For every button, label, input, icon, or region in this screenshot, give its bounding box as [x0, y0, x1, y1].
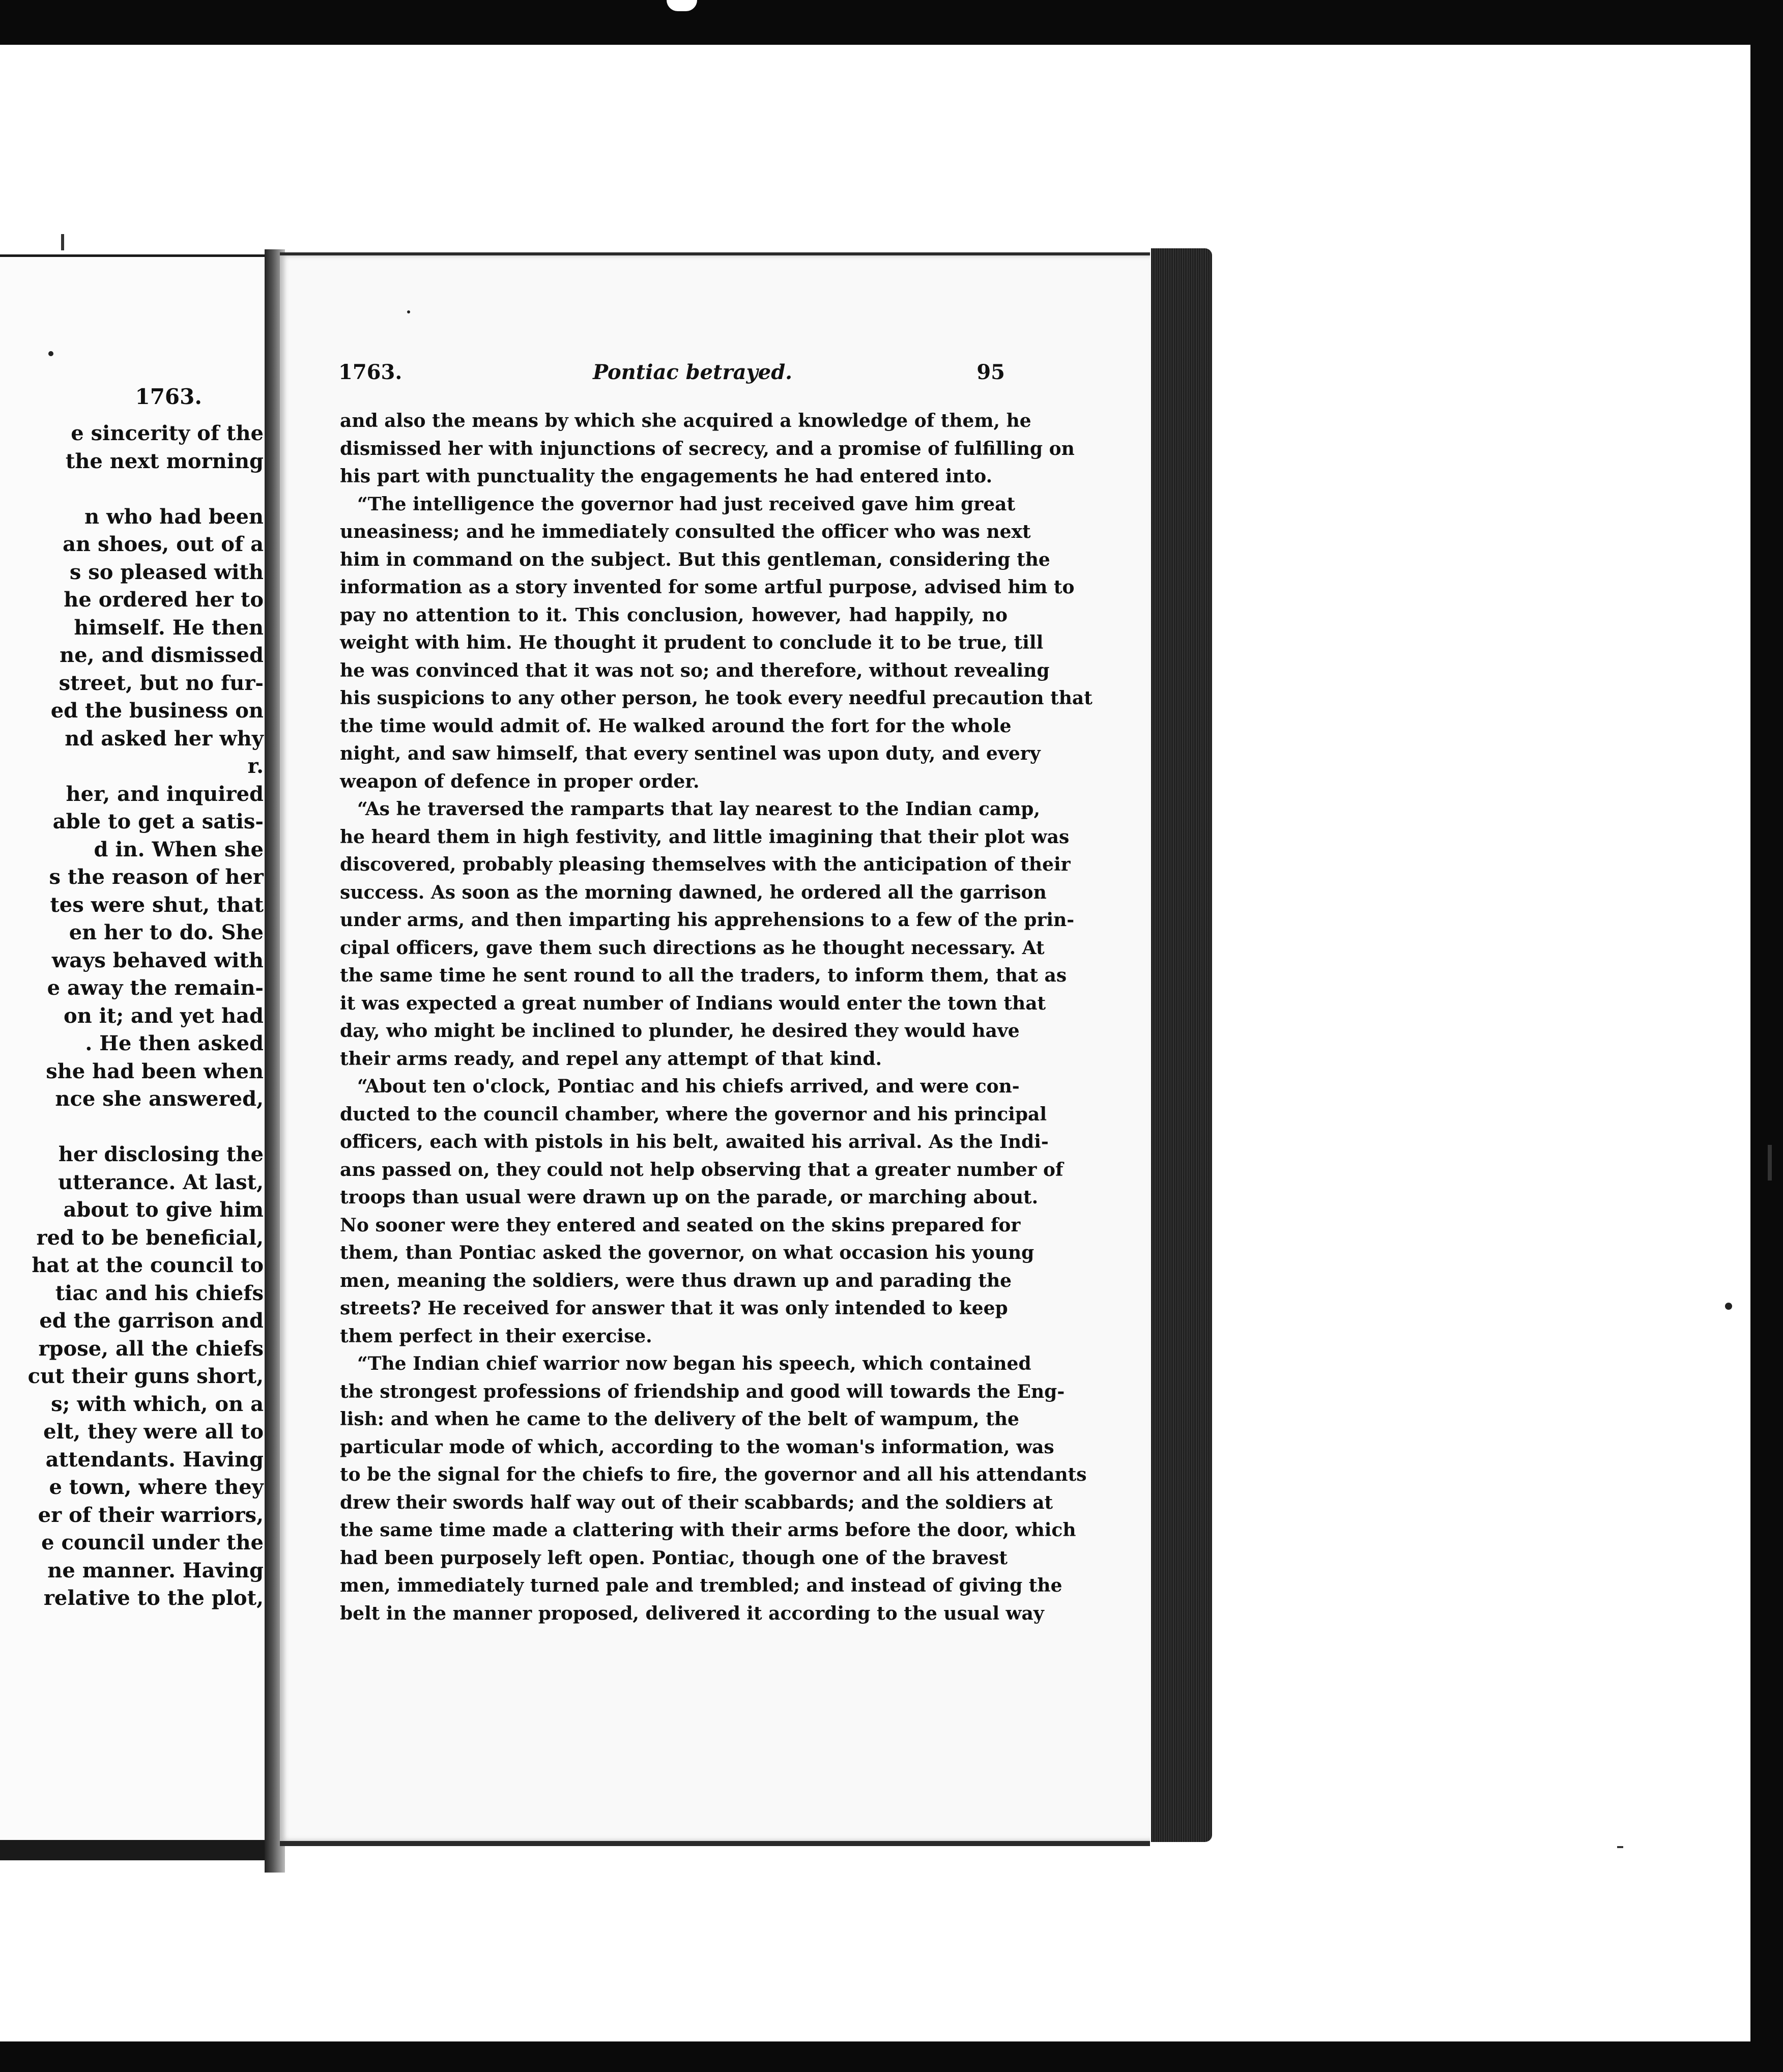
- left-text-line: ne manner. Having: [47, 1558, 264, 1582]
- page-body-text: [340, 407, 1092, 1627]
- left-text-line: she had been when: [46, 1059, 264, 1083]
- text-line: them perfect in their exercise.: [340, 1325, 652, 1347]
- left-page-header-year: 1763.: [135, 384, 202, 409]
- left-text-line: the next morning: [65, 449, 264, 473]
- left-text-line: able to get a satis-: [52, 810, 264, 833]
- text-line: weapon of defence in proper order.: [340, 770, 700, 792]
- text-line: “The Indian chief warrior now began his speech, which contained: [357, 1353, 1031, 1374]
- text-line: day, who might be inclined to plunder, he desired they would have: [340, 1020, 1020, 1042]
- text-line: the strongest professions of friendship and good will towards the Eng-: [340, 1380, 1065, 1402]
- text-line: their arms ready, and repel any attempt of that kind.: [340, 1048, 882, 1070]
- text-line: his suspicions to any other person, he took every needful precaution that: [340, 687, 1092, 709]
- left-text-line: [0, 1113, 264, 1141]
- left-text-line: er of their warriors,: [38, 1503, 264, 1527]
- left-text-line: s; with which, on a: [51, 1392, 264, 1416]
- scan-speck: [61, 234, 64, 250]
- text-line: under arms, and then imparting his apprehensions to a few of the prin-: [340, 909, 1075, 931]
- left-text-line: s the reason of her: [49, 865, 264, 889]
- text-line: had been purposely left open. Pontiac, though one of the bravest: [340, 1547, 1008, 1569]
- left-text-line: attendants. Having: [45, 1447, 264, 1472]
- text-line: streets? He received for answer that it was only intended to keep: [340, 1298, 1008, 1319]
- text-line: “The intelligence the governor had just received gave him great: [357, 493, 1016, 515]
- left-text-line: nce she answered,: [55, 1087, 264, 1111]
- text-line: belt in the manner proposed, delivered it according to the usual way: [340, 1602, 1044, 1624]
- text-line: drew their swords half way out of their scabbards; and the soldiers at: [340, 1491, 1053, 1513]
- text-line: pay no attention to it. This conclusion, however, had happily, no: [340, 604, 1008, 626]
- left-text-line: cut their guns short,: [27, 1364, 264, 1388]
- left-text-line: ed the business on: [50, 699, 264, 723]
- page-block-edges: [1151, 248, 1212, 1842]
- left-text-line: ne, and dismissed: [60, 643, 264, 667]
- left-text-line: utterance. At last,: [58, 1170, 264, 1194]
- left-text-line: red to be beneficial,: [36, 1225, 264, 1250]
- left-text-line: her, and inquired: [66, 782, 264, 806]
- header-year: 1763.: [338, 360, 402, 384]
- text-line: his part with punctuality the engagements he had entered into.: [340, 466, 993, 487]
- left-text-line: about to give him: [63, 1198, 264, 1222]
- scan-speck: [407, 310, 410, 313]
- text-line: ans passed on, they could not help observing that a greater number of: [340, 1159, 1063, 1181]
- left-text-line: d in. When she: [94, 837, 264, 861]
- text-line: dismissed her with injunctions of secrecy, and a promise of fulfilling on: [340, 438, 1075, 459]
- header-title: Pontiac betrayed.: [593, 360, 793, 384]
- running-header: [338, 360, 1005, 391]
- scan-speck: [48, 351, 53, 356]
- left-text-line: ed the garrison and: [39, 1309, 264, 1333]
- page-number: 95: [976, 360, 1005, 384]
- left-text-line: e council under the: [41, 1531, 264, 1555]
- text-line: “As he traversed the ramparts that lay nearest to the Indian camp,: [357, 798, 1041, 820]
- left-text-line: e sincerity of the: [71, 421, 264, 445]
- left-text-line: rpose, all the chiefs: [38, 1336, 264, 1361]
- text-line: him in command on the subject. But this gentleman, considering the: [340, 549, 1050, 570]
- text-line: particular mode of which, according to the woman's information, was: [340, 1436, 1054, 1458]
- left-text-line: ways behaved with: [51, 948, 264, 972]
- text-line: lish: and when he came to the delivery of the belt of wampum, the: [340, 1408, 1019, 1430]
- text-line: them, than Pontiac asked the governor, on what occasion his young: [340, 1242, 1034, 1263]
- left-text-line: nd asked her why: [65, 726, 264, 751]
- left-text-line: tiac and his chiefs: [55, 1281, 264, 1305]
- left-text-line: [0, 475, 264, 503]
- left-text-line: relative to the plot,: [43, 1586, 264, 1610]
- left-text-line: on it; and yet had: [63, 1003, 264, 1028]
- left-text-line: e away the remain-: [47, 976, 264, 1000]
- text-line: it was expected a great number of Indians would enter the town that: [340, 992, 1046, 1014]
- left-text-line: her disclosing the: [58, 1142, 264, 1166]
- left-text-line: n who had been: [84, 504, 264, 529]
- left-page-edge-shadow: [0, 1840, 285, 1860]
- left-text-line: . He then asked: [85, 1031, 264, 1055]
- text-line: discovered, probably pleasing themselves with the anticipation of their: [340, 854, 1071, 875]
- text-line: “About ten o'clock, Pontiac and his chiefs arrived, and were con-: [357, 1076, 1020, 1097]
- left-text-line: tes were shut, that: [50, 893, 264, 917]
- text-line: uneasiness; and he immediately consulted the officer who was next: [340, 521, 1031, 542]
- left-text-line: he ordered her to: [64, 588, 264, 612]
- text-line: ducted to the council chamber, where the governor and his principal: [340, 1103, 1047, 1125]
- left-text-line: s so pleased with: [69, 560, 264, 584]
- scan-speck: [1725, 1303, 1732, 1310]
- scan-speck: [1768, 1145, 1772, 1181]
- left-text-line: r.: [247, 754, 264, 778]
- left-page-fragment: [0, 254, 275, 1845]
- left-text-line: elt, they were all to: [43, 1420, 264, 1444]
- text-line: he was convinced that it was not so; and therefore, without revealing: [340, 659, 1050, 681]
- text-line: men, immediately turned pale and trembled; and instead of giving the: [340, 1575, 1062, 1596]
- text-line: the time would admit of. He walked around the fort for the whole: [340, 715, 1012, 737]
- left-text-line: en her to do. She: [69, 920, 264, 944]
- left-text-line: e town, where they: [49, 1475, 264, 1499]
- text-line: weight with him. He thought it prudent to conclude it to be true, till: [340, 632, 1044, 653]
- text-line: and also the means by which she acquired a knowledge of them, he: [340, 410, 1031, 431]
- scan-speck: [1617, 1846, 1623, 1848]
- text-line: troops than usual were drawn up on the parade, or marching about.: [340, 1187, 1039, 1208]
- left-text-line: hat at the council to: [32, 1253, 264, 1277]
- left-text-line: himself. He then: [74, 615, 264, 640]
- text-line: success. As soon as the morning dawned, he ordered all the garrison: [340, 881, 1047, 903]
- left-page-text: [0, 420, 264, 1613]
- left-text-line: street, but no fur-: [59, 671, 264, 695]
- text-line: information as a story invented for some artful purpose, advised him to: [340, 577, 1075, 598]
- text-line: No sooner were they entered and seated on the skins prepared for: [340, 1214, 1021, 1236]
- left-text-line: an shoes, out of a: [63, 532, 264, 556]
- text-line: night, and saw himself, that every sentinel was upon duty, and every: [340, 743, 1041, 764]
- text-line: he heard them in high festivity, and little imagining that their plot was: [340, 826, 1070, 848]
- text-line: men, meaning the soldiers, were thus drawn up and parading the: [340, 1270, 1012, 1291]
- text-line: the same time made a clattering with their arms before the door, which: [340, 1519, 1076, 1541]
- text-line: cipal officers, gave them such directions as he thought necessary. At: [340, 937, 1045, 959]
- text-line: officers, each with pistols in his belt, awaited his arrival. As the Indi-: [340, 1131, 1049, 1153]
- text-line: to be the signal for the chiefs to fire, the governor and all his attendants: [340, 1464, 1087, 1485]
- text-line: the same time he sent round to all the traders, to inform them, that as: [340, 965, 1067, 986]
